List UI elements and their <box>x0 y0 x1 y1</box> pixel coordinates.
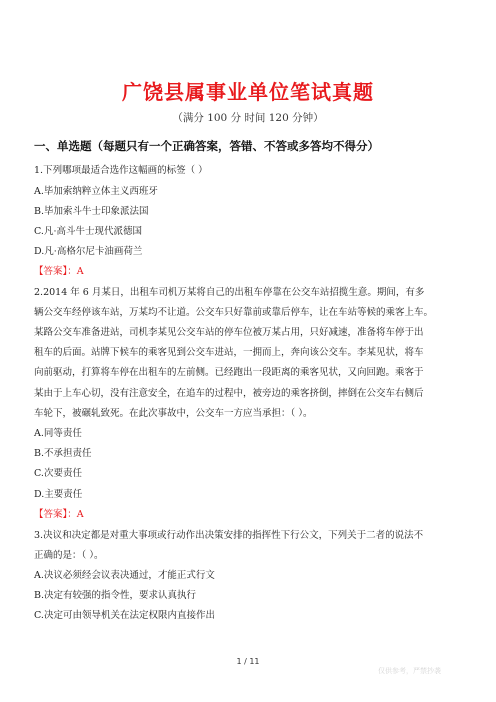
watermark: 仅供参考，严禁抄袭 <box>378 667 441 675</box>
q2-option-d: D.主要责任 <box>34 489 83 500</box>
section-heading: 一、单选题（每题只有一个正确答案，答错、不答或多答均不得分） <box>34 139 379 153</box>
q2-line: 2.2014 年 6 月某日，出租车司机万某将自己的出租车停靠在公交车站招揽生意。期间，有多 <box>34 287 425 298</box>
q2-line: 某路公交车准备进站，司机李某见公交车站的停车位被万某占用，只好减速，准备将车停于出 <box>34 327 424 338</box>
q3-line: 3.决议和决定都是对重大事项或行动作出决策安排的指挥性下行公文，下列关于二者的说法不 <box>34 530 424 541</box>
q1-option-d: D.凡·高格尔尼卡油画荷兰 <box>34 246 143 257</box>
q1-option-c: C.凡·高斗牛士现代派德国 <box>34 226 142 237</box>
q1-option-a: A.毕加索纳粹立体主义西班牙 <box>34 186 158 197</box>
exam-info: （满分 100 分 时间 120 分钟） <box>172 112 324 124</box>
q1-option-b: B.毕加索斗牛士印象派法国 <box>34 206 149 217</box>
q2-line: 租车的后面。站牌下候车的乘客见到公交车进站，一拥而上，奔向该公交车。李某见状，将车 <box>34 347 424 358</box>
q2-line: 向前驱动，打算将车停在出租车的左前侧。已经跑出一段距离的乘客见状，又向回跑。乘客于 <box>34 367 424 378</box>
q2-line: 辆公交车经停该车站，万某均不让道。公交车只好靠前或靠后停车，让在车站等候的乘客上车。 <box>34 307 434 318</box>
q1-stem: 1.下列哪项最适合选作这幅画的标签（ ） <box>34 165 208 176</box>
q2-answer: 【答案】：A <box>34 509 84 520</box>
document-title: 广饶县属事业单位笔试真题 <box>122 80 374 104</box>
q2-option-b: B.不承担责任 <box>34 448 92 459</box>
q2-option-c: C.次要责任 <box>34 468 82 479</box>
q3-option-c: C.决定可由领导机关在法定权限内直接作出 <box>34 610 215 621</box>
q3-option-b: B.决定有较强的指令性，要求认真执行 <box>34 590 197 601</box>
q2-line: 某由于上车心切，没有注意安全，在追车的过程中，被旁边的乘客挤倒，摔倒在公交车右侧后 <box>34 388 424 399</box>
q3-option-a: A.决议必须经会议表决通过，才能正式行文 <box>34 570 215 581</box>
q3-line: 正确的是：（ ）。 <box>34 550 104 561</box>
q2-line: 车轮下，被碾轧致死。在此次事故中，公交车一方应当承担：（ ）。 <box>34 408 313 419</box>
page-number: 1 / 11 <box>236 657 260 666</box>
q1-answer: 【答案】：A <box>34 266 84 277</box>
q2-option-a: A.同等责任 <box>34 428 82 439</box>
